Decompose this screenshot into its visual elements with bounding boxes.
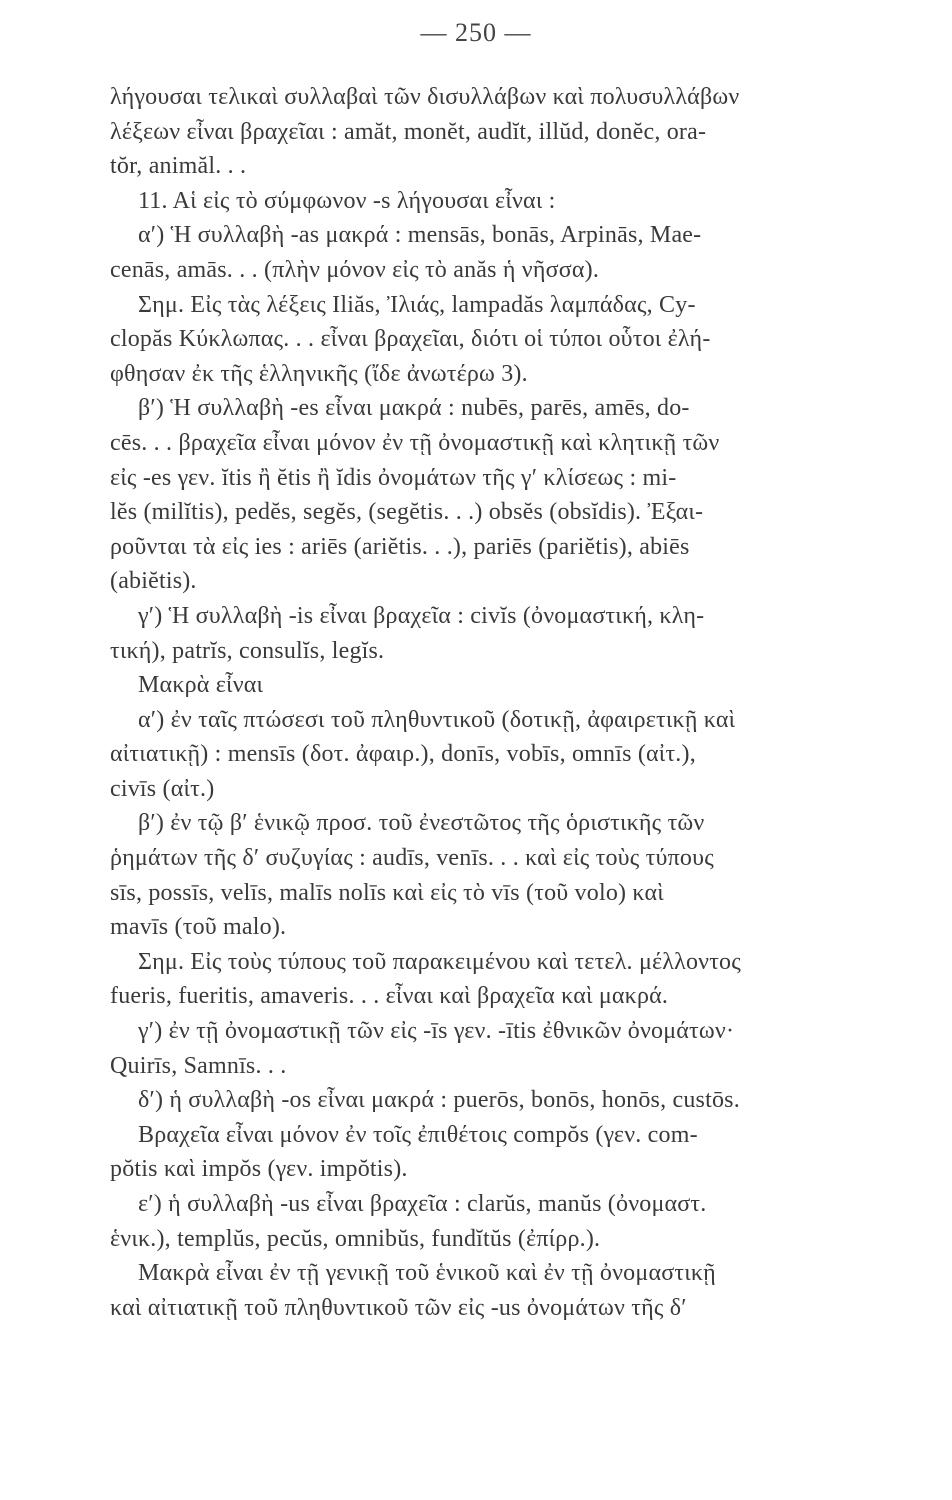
text-line: ῥημάτων τῆς δ′ συζυγίας : audīs, venīs. . . καὶ εἰς τοὺς τύπους	[110, 845, 714, 872]
text-line: ἑνικ.), templŭs, pecŭs, omnibŭs, fundĭtŭs (ἐπίρρ.).	[110, 1225, 601, 1252]
text-line: α′) Ἡ συλλαβὴ -as μακρά : mensās, bonās, Arpinās, Mae-	[138, 222, 702, 249]
text-line: fueris, fueritis, amaveris. . . εἶναι καὶ βραχεῖα καὶ μακρά.	[110, 983, 669, 1010]
text-line: β′) ἐν τῷ β′ ἑνικῷ προσ. τοῦ ἐνεστῶτος τῆς ὁριστικῆς τῶν	[138, 810, 705, 837]
text-line: Quirīs, Samnīs. . .	[110, 1052, 287, 1079]
text-line: Βραχεῖα εἶναι μόνον ἐν τοῖς ἐπιθέτοις compŏs (γεν. com-	[138, 1121, 698, 1148]
text-line: γ′) ἐν τῇ ὀνομαστικῇ τῶν εἰς -īs γεν. -ītis ἐθνικῶν ὀνομάτων·	[138, 1018, 735, 1045]
text-line: (abiĕtis).	[110, 568, 197, 595]
text-line: εἰς -es γεν. ĭtis ἢ ĕtis ἢ ĭdis ὀνομάτων τῆς γ′ κλίσεως : mi-	[110, 464, 677, 491]
text-line: δ′) ἡ συλλαβὴ -os εἶναι μακρά : puerōs, bonōs, honōs, custōs.	[138, 1087, 740, 1114]
text-line: cenās, amās. . . (πλὴν μόνον εἰς τὸ anăs ἡ νῆσσα).	[110, 256, 600, 283]
text-line: γ′) Ἡ συλλαβὴ -is εἶναι βραχεῖα : civĭs (ὀνομαστική, κλη-	[138, 602, 705, 629]
text-line: mavīs (τοῦ malo).	[110, 914, 287, 941]
text-line: cēs. . . βραχεῖα εἶναι μόνον ἐν τῇ ὀνομαστικῇ καὶ κλητικῇ τῶν	[110, 429, 720, 456]
page-number: — 250 —	[420, 18, 532, 47]
text-line: tŏr, animăl. . .	[110, 153, 247, 180]
text-line: pŏtis καὶ impŏs (γεν. impŏtis).	[110, 1156, 408, 1183]
text-line: lĕs (milĭtis), pedĕs, segĕs, (segĕtis. . .) obsĕs (obsĭdis). Ἐξαι-	[110, 499, 704, 526]
text-line: α′) ἐν ταῖς πτώσεσι τοῦ πληθυντικοῦ (δοτικῇ, ἀφαιρετικῇ καὶ	[138, 706, 736, 733]
text-line: clopăs Κύκλωπας. . . εἶναι βραχεῖαι, διότι οἱ τύποι οὗτοι ἐλή-	[110, 326, 711, 353]
text-line: ροῦνται τὰ εἰς ies : ariēs (ariĕtis. . .), pariēs (pariĕtis), abiēs	[110, 533, 690, 560]
text-line: 11. Αἱ εἰς τὸ σύμφωνον -s λήγουσαι εἶναι :	[138, 187, 556, 214]
text-line: ε′) ἡ συλλαβὴ -us εἶναι βραχεῖα : clarŭs, manŭs (ὀνομαστ.	[138, 1191, 707, 1217]
text-line: καὶ αἰτιατικῇ τοῦ πληθυντικοῦ τῶν εἰς -us ὀνομάτων τῆς δ′	[110, 1294, 687, 1321]
text-line: φθησαν ἐκ τῆς ἑλληνικῆς (ἴδε ἀνωτέρω 3).	[110, 360, 528, 387]
text-line: αἰτιατικῇ) : mensīs (δοτ. ἀφαιρ.), donīs, vobīs, omnīs (αἰτ.),	[110, 741, 696, 768]
text-line: Σημ. Εἰς τοὺς τύπους τοῦ παρακειμένου καὶ τετελ. μέλλοντος	[138, 948, 741, 975]
text-line: β′) Ἡ συλλαβὴ -es εἶναι μακρά : nubēs, parēs, amēs, do-	[138, 395, 690, 422]
text-line: Σημ. Εἰς τὰς λέξεις Iliăs, Ἰλιάς, lampadăs λαμπάδας, Cy-	[138, 291, 696, 318]
text-body	[110, 80, 910, 1325]
text-line: Μακρὰ εἶναι	[138, 672, 264, 699]
text-line: λέξεων εἶναι βραχεῖαι : amăt, monĕt, audĭt, illŭd, donĕc, ora-	[110, 118, 707, 145]
text-line: civīs (αἰτ.)	[110, 775, 215, 802]
text-line: Μακρὰ εἶναι ἐν τῇ γενικῇ τοῦ ἑνικοῦ καὶ ἐν τῇ ὀνομαστικῇ	[138, 1260, 716, 1287]
text-line: λήγουσαι τελικαὶ συλλαβαὶ τῶν δισυλλάβων καὶ πολυσυλλάβων	[110, 84, 740, 110]
text-line: sīs, possīs, velīs, malīs nolīs καὶ εἰς τὸ vīs (τοῦ volo) καὶ	[110, 879, 664, 906]
text-line: τική), patrĭs, consulĭs, legĭs.	[110, 637, 385, 664]
